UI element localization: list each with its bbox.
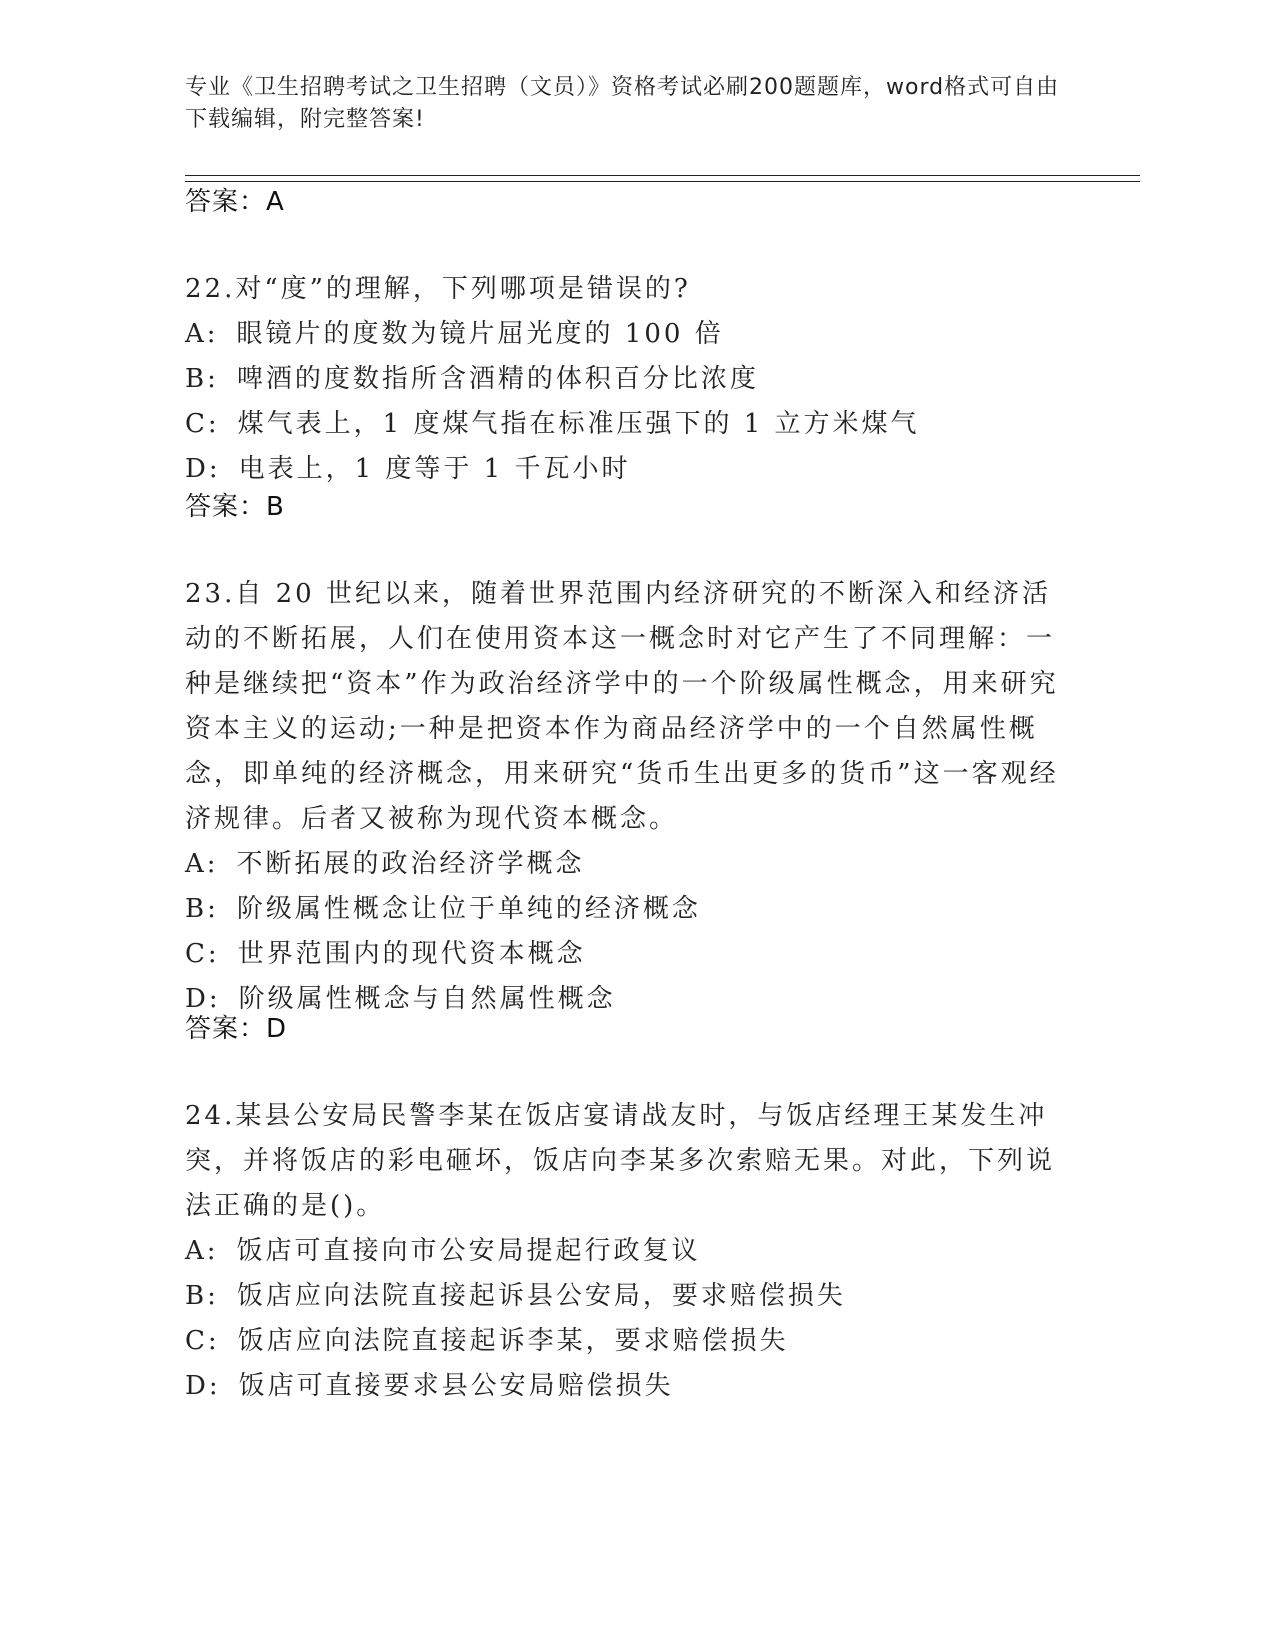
option-b <box>185 357 1065 402</box>
option-letter: B: <box>185 1281 219 1311</box>
option-c <box>185 1319 1065 1364</box>
option-text: 饭店可直接要求县公安局赔偿损失 <box>238 1371 674 1401</box>
option-letter: D: <box>185 984 221 1014</box>
option-text: 阶级属性概念与自然属性概念 <box>238 984 616 1014</box>
option-letter: A: <box>185 849 219 879</box>
option-letter: A: <box>185 319 219 349</box>
option-text: 不断拓展的政治经济学概念 <box>236 849 585 879</box>
document-header: 专业《卫生招聘考试之卫生招聘（文员）》资格考试必刷200题题库，word格式可自由下载编辑，附完整答案! <box>185 75 1060 132</box>
header-rule-bottom <box>185 181 1140 182</box>
question-stem: 22.对“度”的理解，下列哪项是错误的? <box>185 274 691 304</box>
option-text: 电表上，1 度等于 1 千瓦小时 <box>238 454 631 484</box>
option-c <box>185 932 1065 977</box>
option-text: 眼镜片的度数为镜片屈光度的 100 倍 <box>236 319 724 349</box>
option-text: 饭店应向法院直接起诉县公安局，要求赔偿损失 <box>236 1281 846 1311</box>
option-d <box>185 447 1065 492</box>
question-24 <box>185 1094 1065 1409</box>
header-rule-top <box>185 175 1140 176</box>
option-b <box>185 1274 1065 1319</box>
question-stem: 24.某县公安局民警李某在饭店宴请战友时，与饭店经理王某发生冲突，并将饭店的彩电砸坏，饭店向李某多次索赔无果。对此，下列说法正确的是()。 <box>185 1101 1056 1221</box>
option-letter: D: <box>185 454 221 484</box>
option-text: 世界范围内的现代资本概念 <box>237 939 586 969</box>
option-letter: D: <box>185 1371 221 1401</box>
option-a <box>185 312 1065 357</box>
option-text: 啤酒的度数指所含酒精的体积百分比浓度 <box>236 364 759 394</box>
option-d <box>185 977 1065 1022</box>
option-a <box>185 842 1065 887</box>
option-d <box>185 1364 1065 1409</box>
option-letter: C: <box>185 409 220 439</box>
option-b <box>185 887 1065 932</box>
option-text: 饭店应向法院直接起诉李某，要求赔偿损失 <box>237 1326 789 1356</box>
question-23 <box>185 572 1065 1022</box>
option-c <box>185 402 1065 447</box>
answer-23: 答案：D <box>185 1014 288 1044</box>
option-a <box>185 1229 1065 1274</box>
option-letter: C: <box>185 1326 220 1356</box>
option-letter: B: <box>185 894 219 924</box>
option-letter: A: <box>185 1236 219 1266</box>
option-text: 煤气表上，1 度煤气指在标准压强下的 1 立方米煤气 <box>237 409 920 439</box>
option-text: 饭店可直接向市公安局提起行政复议 <box>236 1236 701 1266</box>
option-letter: C: <box>185 939 220 969</box>
answer-22: 答案：B <box>185 492 285 522</box>
option-text: 阶级属性概念让位于单纯的经济概念 <box>236 894 701 924</box>
question-stem: 23.自 20 世纪以来，随着世界范围内经济研究的不断深入和经济活动的不断拓展，人们在使用资本这一概念时对它产生了不同理解：一种是继续把“资本”作为政治经济学中的一个阶级属性概念，用来研究资本主义的运动;一种是把资本作为商品经济学中的一个自然属性概念，即单纯的经济概念，用来研究“货币生出更多的货币”这一客观经济规律。后者又被称为现代资本概念。 <box>185 579 1059 834</box>
option-letter: B: <box>185 364 219 394</box>
question-22 <box>185 267 1065 492</box>
answer-previous: 答案：A <box>185 187 285 217</box>
